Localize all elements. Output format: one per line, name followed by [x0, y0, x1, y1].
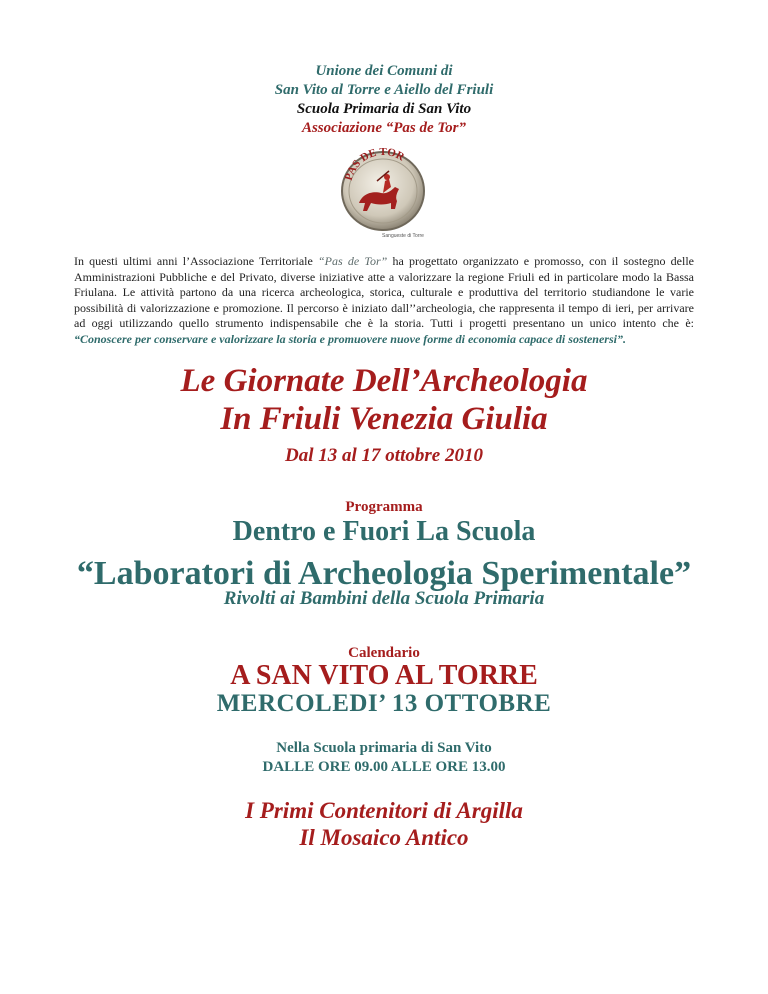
header-union: Unione dei Comuni di — [315, 63, 453, 79]
program-audience: Rivolti ai Bambini della Scuola Primaria — [223, 588, 545, 609]
intro-text-body: ha progettato organizzato e promosso, con il sostegno delle Amministrazioni Pubbliche e del Privato, diverse iniziative atte a valorizzare la regione Friuli ed in particolare modo la Bassa Friulana. Le attività partono da una ricerca archeologica, storica, culturale e produttiva del territorio studiandone le varie possibilità di valorizzazione e promozione. Il percorso è iniziato dall’’archeologia, che rappresenta il tempo di ieri, per arrivare ad oggi utilizzando quello strumento indispensabile che è la storia. Tutti i progetti presentano un unico intento che è: — [74, 254, 694, 331]
intro-association-name: “Pas de Tor” — [318, 254, 388, 268]
pas-de-tor-coin-icon — [337, 147, 429, 243]
header-municipalities: San Vito al Torre e Aiello del Friuli — [274, 82, 494, 98]
header — [0, 62, 768, 138]
logo-caption: Sangueste di Torre — [382, 233, 424, 239]
program-workshops-title: “Laboratori di Archeologia Sperimentale” — [76, 555, 692, 592]
workshop-ancient-mosaic: Il Mosaico Antico — [299, 825, 469, 850]
header-association: Associazione “Pas de Tor” — [301, 120, 467, 136]
event-dates: Dal 13 al 17 ottobre 2010 — [285, 445, 483, 466]
calendar-day: MERCOLEDI’ 13 OTTOBRE — [216, 690, 552, 717]
header-school: Scuola Primaria di San Vito — [296, 101, 472, 117]
intro-motto: “Conoscere per conservare e valorizzare la storia e promuovere nuove forme di economia capace di sostenersi”. — [74, 331, 626, 346]
calendar-location: Nella Scuola primaria di San Vito — [276, 740, 492, 756]
calendar-place: A SAN VITO AL TORRE — [230, 660, 538, 691]
intro-text-start: In questi ultimi anni l’Associazione Territoriale — [74, 254, 318, 268]
calendar-hours: DALLE ORE 09.00 ALLE ORE 13.00 — [262, 759, 506, 775]
event-title — [0, 362, 768, 438]
workshop-clay-containers: I Primi Contenitori di Argilla — [245, 798, 523, 823]
event-title-line2: In Friuli Venezia Giulia — [220, 401, 548, 437]
intro-paragraph — [74, 254, 694, 348]
logo-text: PAS DE TOR — [342, 147, 407, 182]
event-title-line1: Le Giornate Dell’Archeologia — [180, 363, 588, 399]
program-subtitle: Dentro e Fuori La Scuola — [232, 516, 536, 547]
calendar-label: Calendario — [348, 645, 420, 661]
program-label: Programma — [345, 499, 423, 515]
